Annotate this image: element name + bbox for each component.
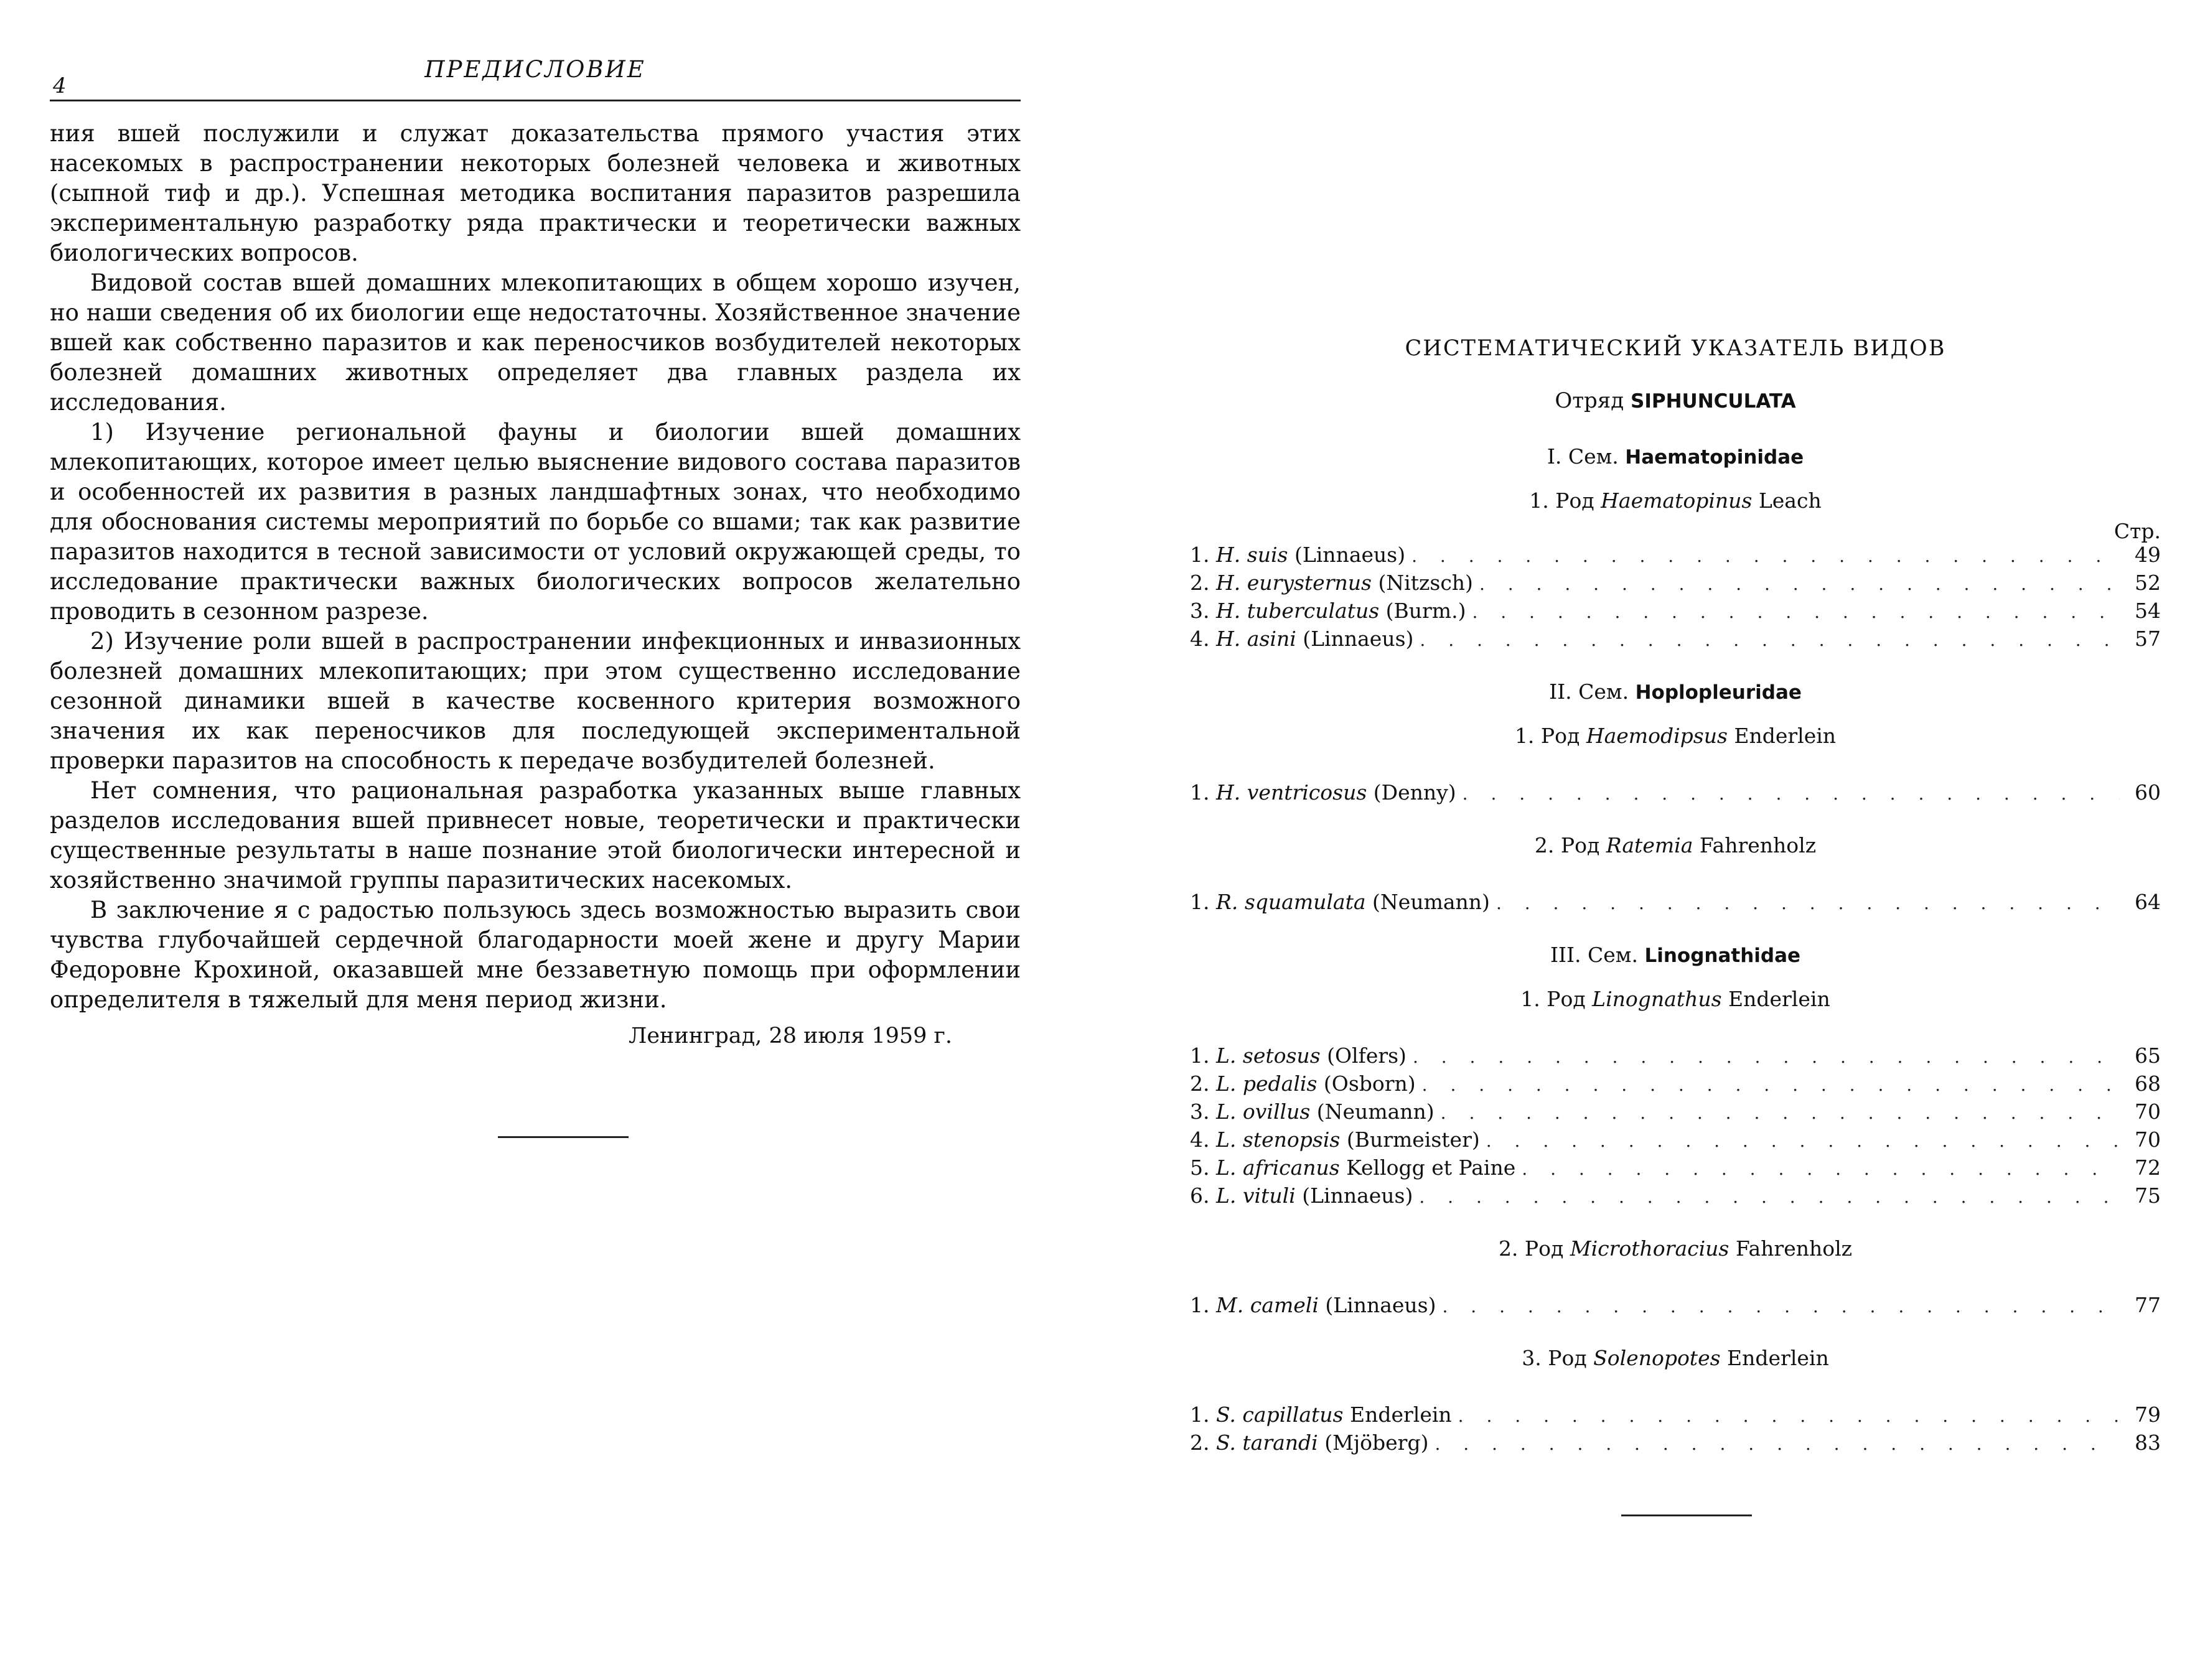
species-author: (Mjöberg) [1324, 1430, 1429, 1455]
genus-prefix: 1. Род [1514, 724, 1580, 748]
genus-title [1190, 987, 2161, 1011]
species-epithet: ovillus [1242, 1099, 1311, 1124]
species-entry [1190, 1183, 2161, 1211]
species-entry [1190, 599, 2161, 627]
end-rule [498, 1136, 629, 1138]
species-entry [1190, 1071, 2161, 1099]
species-name [1190, 1430, 1428, 1455]
species-index [1190, 444, 2161, 1458]
left-page [50, 56, 1021, 1612]
genus-name: Ratemia [1606, 833, 1693, 857]
species-name [1190, 1071, 1416, 1096]
species-entry [1190, 1043, 2161, 1071]
genus-abbr: H. [1216, 780, 1241, 805]
genus-abbr: L. [1216, 1043, 1237, 1068]
species-epithet: stenopsis [1242, 1127, 1341, 1152]
species-author: (Denny) [1373, 780, 1456, 805]
genus-author: Enderlein [1734, 724, 1837, 748]
species-epithet: pedalis [1242, 1071, 1318, 1096]
paragraph: ния вшей послужили и служат доказательства прямого участия этих насекомых в распространении некоторых болезней человека и животных (сыпной тиф и др.). Успешная методика воспитания паразитов разрешила экспериментальную разработку ряда практически и теоретически важных биологических вопросов. [50, 120, 1021, 266]
entry-number: 2. [1190, 1430, 1210, 1455]
family-prefix: I. Сем. [1547, 444, 1619, 469]
entry-number: 1. [1190, 780, 1210, 805]
species-author: (Burmeister) [1346, 1127, 1480, 1152]
species-name [1190, 1293, 1436, 1317]
entry-number: 1. [1190, 1402, 1210, 1427]
species-list [1190, 780, 2161, 808]
paragraph: 1) Изучение региональной фауны и биологии вшей домашних млекопитающих, которое имеет целью выяснение видового состава паразитов и особенностей их развития в разных ландшафтных зонах, что необходимо для обоснования системы мероприятий по борьбе со вшами; так как развитие паразитов находится в тесной зависимости от условий окружающей среды, то исследование практически важных биологических вопросов желательно проводить в сезонном разрезе. [50, 419, 1021, 625]
paragraph: Нет сомнения, что рациональная разработка указанных выше главных разделов исследования вшей привнесет новые, теоретически и практически существенные результаты в наше познание этой биологически интересной и хозяйственно значимой группы паразитических насекомых. [50, 777, 1021, 894]
page-ref: 54 [2135, 599, 2161, 623]
species-list [1190, 543, 2161, 655]
species-author: (Linnaeus) [1325, 1293, 1436, 1317]
species-author: Kellogg et Paine [1346, 1155, 1516, 1180]
species-list [1190, 1402, 2161, 1458]
leader-dots [1496, 893, 2120, 913]
pages-column-label: Стр. [2113, 519, 2161, 543]
leader-dots [1413, 1047, 2120, 1067]
family-title [1190, 943, 2161, 967]
genus-title [1190, 1346, 2161, 1370]
genus-title [1190, 833, 2161, 857]
leader-dots [1420, 630, 2120, 650]
leader-dots [1443, 1296, 2120, 1317]
species-entry [1190, 780, 2161, 808]
page-ref: 57 [2135, 627, 2161, 651]
page-ref: 70 [2135, 1127, 2161, 1152]
genus-abbr: H. [1216, 543, 1241, 567]
species-entry [1190, 571, 2161, 599]
genus-name: Solenopotes [1593, 1346, 1721, 1370]
entry-number: 1. [1190, 1043, 1210, 1068]
species-name [1190, 599, 1466, 623]
leader-dots [1458, 1406, 2120, 1426]
species-epithet: tarandi [1242, 1430, 1318, 1455]
leader-dots [1486, 1131, 2120, 1151]
entry-number: 3. [1190, 1099, 1210, 1124]
leader-dots [1435, 1434, 2120, 1454]
entry-number: 3. [1190, 599, 1210, 623]
spacer [1190, 1267, 2161, 1293]
genus-prefix: 3. Род [1522, 1346, 1587, 1370]
species-epithet: squamulata [1244, 890, 1366, 914]
spacer [1190, 864, 2161, 890]
family-title [1190, 444, 2161, 469]
page-ref: 83 [2135, 1430, 2161, 1455]
entry-number: 5. [1190, 1155, 1210, 1180]
index-title: СИСТЕМАТИЧЕСКИЙ УКАЗАТЕЛЬ ВИДОВ [1405, 336, 1946, 361]
genus-prefix: 1. Род [1529, 488, 1594, 513]
species-list [1190, 890, 2161, 918]
genus-prefix: 2. Род [1498, 1236, 1564, 1261]
species-name [1190, 1043, 1407, 1068]
genus-name: Linognathus [1592, 987, 1722, 1011]
species-entry [1190, 543, 2161, 571]
species-author: (Neumann) [1316, 1099, 1435, 1124]
entry-number: 1. [1190, 890, 1210, 914]
page-ref: 70 [2135, 1099, 2161, 1124]
page-ref: 49 [2135, 543, 2161, 567]
right-page [1190, 336, 2161, 1580]
species-name [1190, 543, 1405, 567]
species-list [1190, 1043, 2161, 1211]
genus-abbr: H. [1216, 627, 1241, 651]
spacer [1190, 754, 2161, 780]
genus-abbr: L. [1216, 1071, 1237, 1096]
leader-dots [1463, 783, 2120, 804]
species-name [1190, 1402, 1452, 1427]
species-name [1190, 1099, 1435, 1124]
entry-number: 6. [1190, 1183, 1210, 1208]
species-entry [1190, 1099, 2161, 1127]
species-entry [1190, 1430, 2161, 1458]
page-ref: 72 [2135, 1155, 2161, 1180]
family-title [1190, 679, 2161, 704]
leader-dots [1411, 546, 2120, 566]
species-epithet: africanus [1242, 1155, 1340, 1180]
leader-dots [1522, 1159, 2120, 1179]
signature-date: Ленинград, 28 июля 1959 г. [629, 1024, 952, 1048]
species-author: (Linnaeus) [1303, 627, 1414, 651]
entry-number: 4. [1190, 1127, 1210, 1152]
genus-author: Enderlein [1728, 987, 1830, 1011]
genus-name: Haematopinus [1601, 488, 1753, 513]
species-entry [1190, 627, 2161, 655]
species-entry [1190, 1155, 2161, 1183]
entry-number: 2. [1190, 1071, 1210, 1096]
genus-title [1190, 1236, 2161, 1261]
genus-abbr: M. [1216, 1293, 1244, 1317]
leader-dots [1422, 1075, 2120, 1095]
family-prefix: III. Сем. [1550, 943, 1638, 967]
genus-author: Enderlein [1727, 1346, 1829, 1370]
species-entry [1190, 1293, 2161, 1321]
species-author: (Olfers) [1327, 1043, 1407, 1068]
genus-author: Leach [1758, 488, 1822, 513]
entry-number: 4. [1190, 627, 1210, 651]
genus-abbr: L. [1216, 1183, 1237, 1208]
species-author: (Burm.) [1385, 599, 1466, 623]
species-name [1190, 1127, 1480, 1152]
species-epithet: setosus [1242, 1043, 1321, 1068]
header-title: ПРЕДИСЛОВИЕ [424, 56, 646, 83]
genus-prefix: 1. Род [1520, 987, 1586, 1011]
family-name: Haematopinidae [1625, 446, 1804, 469]
species-epithet: cameli [1250, 1293, 1319, 1317]
page-number: 4 [53, 73, 67, 98]
species-epithet: asini [1247, 627, 1296, 651]
order-name: SIPHUNCULATA [1631, 390, 1796, 413]
end-rule [1621, 1514, 1752, 1516]
species-epithet: tuberculatus [1247, 599, 1380, 623]
leader-dots [1441, 1103, 2120, 1123]
spacer [1190, 1017, 2161, 1043]
genus-abbr: L. [1216, 1127, 1237, 1152]
page-ref: 79 [2135, 1402, 2161, 1427]
page-ref: 75 [2135, 1183, 2161, 1208]
species-epithet: capillatus [1242, 1402, 1344, 1427]
species-entry [1190, 1402, 2161, 1430]
species-name [1190, 780, 1456, 805]
family-prefix: II. Сем. [1549, 679, 1629, 704]
preface-body [50, 119, 1021, 1015]
genus-prefix: 2. Род [1534, 833, 1600, 857]
species-name [1190, 1155, 1515, 1180]
species-epithet: vituli [1242, 1183, 1296, 1208]
genus-name: Haemodipsus [1586, 724, 1728, 748]
page-ref: 60 [2135, 780, 2161, 805]
page-ref: 52 [2135, 571, 2161, 595]
species-epithet: suis [1247, 543, 1288, 567]
entry-number: 1. [1190, 543, 1210, 567]
species-list [1190, 1293, 2161, 1321]
species-author: (Osborn) [1323, 1071, 1416, 1096]
species-epithet: ventricosus [1247, 780, 1367, 805]
species-author: (Nitzsch) [1378, 571, 1473, 595]
entry-number: 1. [1190, 1293, 1210, 1317]
family-name: Hoplopleuridae [1635, 681, 1802, 704]
spacer [1190, 1376, 2161, 1402]
paragraph: В заключение я с радостью пользуюсь здесь возможностью выразить свои чувства глубочайшей сердечной благодарности моей жене и другу Марии Федоровне Крохиной, оказавшей мне беззаветную помощь при оформлении определителя в тяжелый для меня период жизни. [50, 897, 1021, 1013]
species-entry [1190, 1127, 2161, 1155]
species-author: (Neumann) [1372, 890, 1490, 914]
page-ref: 77 [2135, 1293, 2161, 1317]
species-author: (Linnaeus) [1302, 1183, 1413, 1208]
genus-name: Microthoracius [1570, 1236, 1730, 1261]
species-name [1190, 571, 1473, 595]
leader-dots [1479, 574, 2120, 594]
genus-abbr: L. [1216, 1155, 1237, 1180]
genus-abbr: H. [1216, 599, 1241, 623]
species-author: (Linnaeus) [1294, 543, 1406, 567]
paragraph: 2) Изучение роли вшей в распространении инфекционных и инвазионных болезней домашних млекопитающих; при этом существенно исследование сезонной динамики вшей в качестве косвенного критерия возможного значения их как переносчиков для последующей экспериментальной проверки паразитов на способность к передаче возбудителей болезней. [50, 628, 1021, 774]
species-entry [1190, 890, 2161, 918]
species-author: Enderlein [1350, 1402, 1452, 1427]
leader-dots [1472, 602, 2120, 622]
genus-title [1190, 724, 2161, 748]
running-head [50, 56, 1021, 101]
genus-abbr: S. [1216, 1402, 1236, 1427]
page-ref: 64 [2135, 890, 2161, 914]
page-ref: 65 [2135, 1043, 2161, 1068]
genus-author: Fahrenholz [1735, 1236, 1853, 1261]
genus-author: Fahrenholz [1699, 833, 1817, 857]
species-name [1190, 627, 1413, 651]
genus-abbr: S. [1216, 1430, 1236, 1455]
paragraph: Видовой состав вшей домашних млекопитающих в общем хорошо изучен, но наши сведения об их биологии еще недостаточны. Хозяйственное значение вшей как собственно паразитов и как переносчиков возбудителей некоторых болезней домашних животных определяет два главных раздела их исследования. [50, 269, 1021, 416]
order-title [1190, 388, 2161, 413]
species-name [1190, 890, 1490, 914]
genus-abbr: R. [1216, 890, 1238, 914]
genus-title [1190, 488, 2161, 513]
order-prefix: Отряд [1555, 388, 1624, 413]
species-epithet: eurysternus [1247, 571, 1372, 595]
entry-number: 2. [1190, 571, 1210, 595]
genus-abbr: L. [1216, 1099, 1237, 1124]
leader-dots [1419, 1187, 2120, 1207]
genus-abbr: H. [1216, 571, 1241, 595]
family-name: Linognathidae [1644, 945, 1801, 967]
species-name [1190, 1183, 1413, 1208]
page-ref: 68 [2135, 1071, 2161, 1096]
